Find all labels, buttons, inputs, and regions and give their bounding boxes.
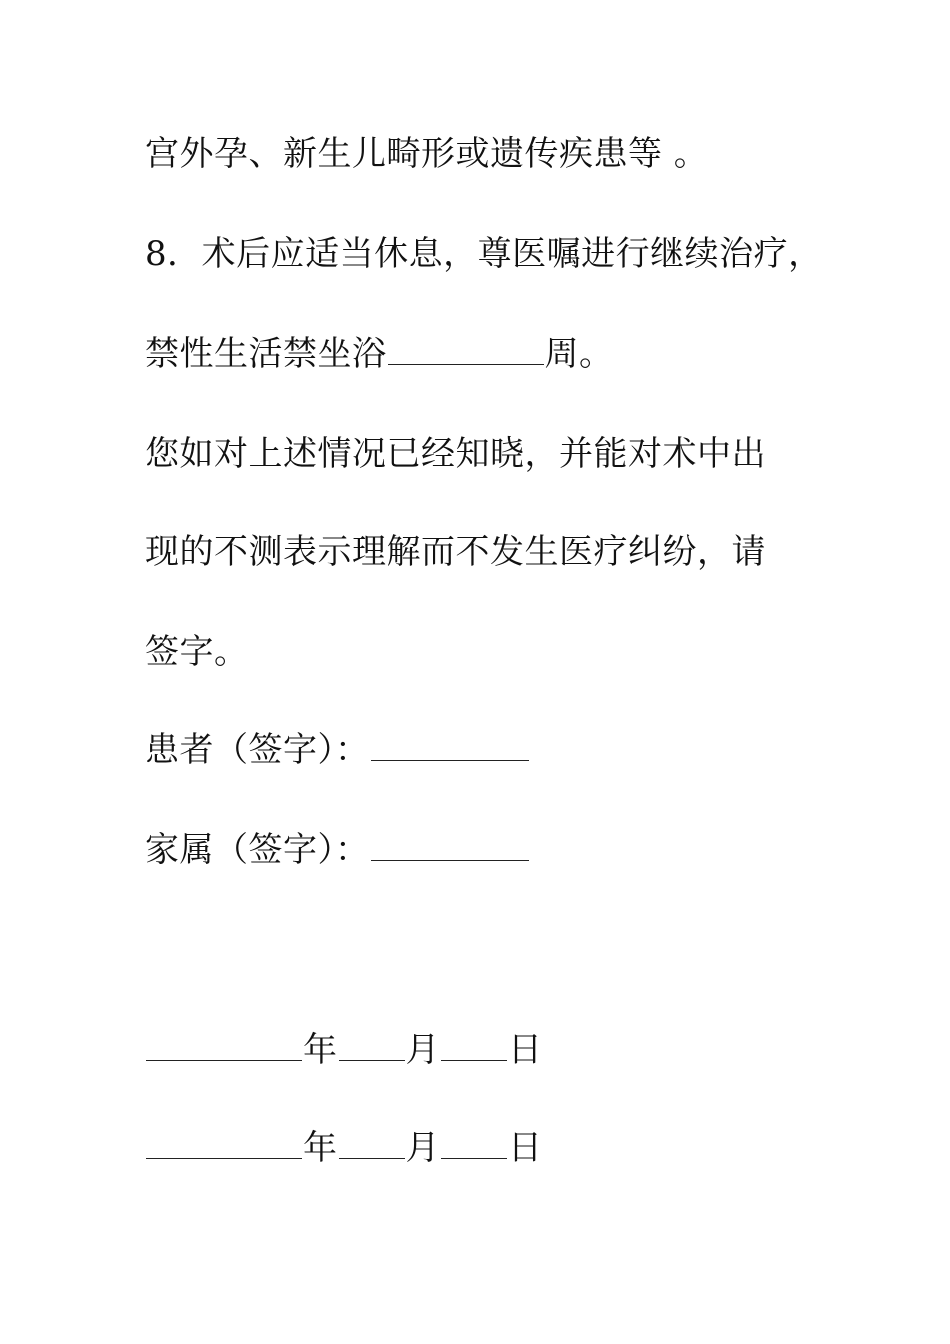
text-line-3 [145, 334, 614, 374]
line-text: 宫外孕、新生儿畸形或遗传疾患等 。 [145, 134, 709, 174]
family-signature-blank[interactable] [371, 832, 529, 861]
patient-signature-blank[interactable] [371, 732, 529, 761]
text-line-4 [145, 434, 766, 474]
date-row-2 [145, 1128, 543, 1168]
day-blank[interactable] [441, 1032, 507, 1061]
year-blank[interactable] [146, 1032, 302, 1061]
day-blank[interactable] [441, 1130, 507, 1159]
line-text-prefix: 禁性生活禁坐浴 [145, 334, 387, 374]
year-blank[interactable] [146, 1130, 302, 1159]
month-blank[interactable] [339, 1032, 405, 1061]
family-signature-label: 家属（签字）： [145, 830, 370, 870]
text-line-5 [145, 532, 766, 572]
date-row-1 [145, 1030, 543, 1070]
text-line-1 [145, 134, 708, 174]
line-text-suffix: 周。 [544, 334, 614, 374]
month-label: 月 [405, 1128, 440, 1168]
month-label: 月 [405, 1030, 440, 1070]
weeks-blank[interactable] [388, 336, 544, 365]
line-text: 8．术后应适当休息，尊医嘱进行继续治疗， [145, 234, 823, 274]
day-label: 日 [508, 1128, 543, 1168]
patient-signature-row [145, 730, 530, 770]
line-text: 现的不测表示理解而不发生医疗纠纷，请 [145, 532, 766, 572]
year-label: 年 [303, 1030, 338, 1070]
text-line-6 [145, 632, 249, 672]
month-blank[interactable] [339, 1130, 405, 1159]
text-line-2 [145, 234, 823, 274]
year-label: 年 [303, 1128, 338, 1168]
line-text: 签字。 [145, 632, 249, 672]
patient-signature-label: 患者（签字）： [145, 730, 370, 770]
day-label: 日 [508, 1030, 543, 1070]
line-text: 您如对上述情况已经知晓，并能对术中出 [145, 434, 766, 474]
family-signature-row [145, 830, 530, 870]
